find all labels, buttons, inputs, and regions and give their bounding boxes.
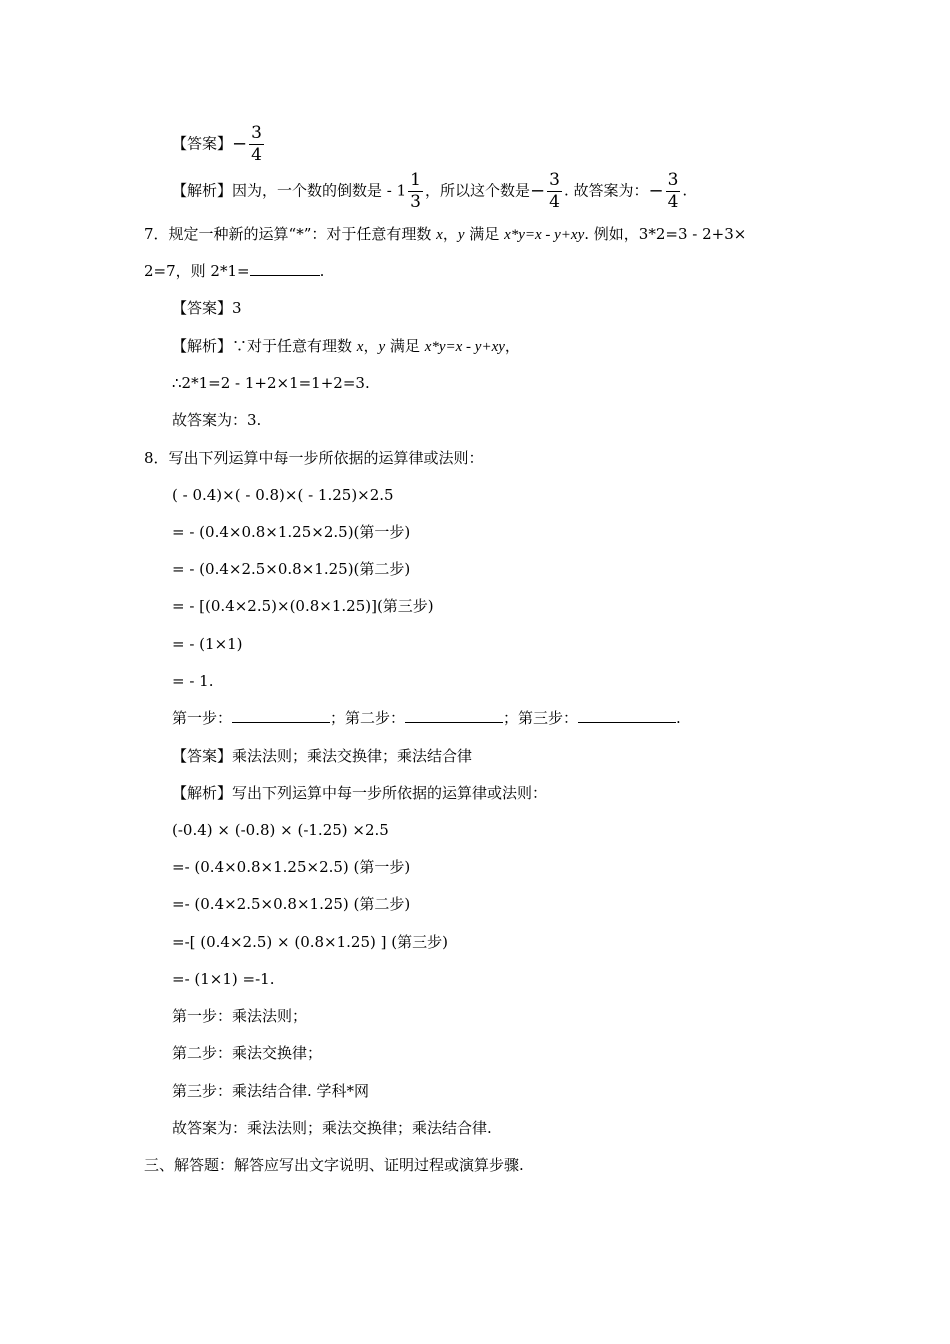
- q8-step: = - [(0.4×2.5)×(0.8×1.25)](第三步): [172, 597, 434, 615]
- minus-sign: −: [232, 133, 248, 155]
- analysis-text: 因为，一个数的倒数是 - 1: [232, 181, 407, 200]
- fraction: [666, 172, 681, 211]
- fraction: [249, 125, 264, 164]
- text: ；第二步：: [330, 709, 406, 727]
- answer-label: 【答案】: [172, 134, 233, 153]
- q8-analysis-step: =- (1×1) =-1.: [172, 970, 275, 988]
- q7-answer: [172, 298, 242, 318]
- text: ∵对于任意有理数: [232, 337, 357, 355]
- var-y: y: [457, 227, 465, 243]
- q8-analysis-step: 第三步：乘法结合律. 学科*网: [172, 1082, 370, 1100]
- analysis-text: ，所以这个数是: [425, 181, 531, 200]
- var-y: y: [378, 339, 386, 355]
- formula: x*y=x - y+xy: [504, 227, 585, 243]
- q8-analysis: [172, 783, 547, 803]
- q8-analysis-step: =-[ (0.4×2.5) × (0.8×1.25) ] (第三步): [172, 933, 448, 951]
- text: ，: [442, 225, 458, 243]
- answer-blank-step1[interactable]: [232, 708, 330, 723]
- denominator: 4: [667, 192, 679, 212]
- q8-step: = - (1×1): [172, 635, 243, 653]
- q8-answer: [172, 746, 472, 766]
- text: 满足: [385, 337, 425, 355]
- q8-step: = - 1.: [172, 672, 214, 690]
- fraction: [547, 172, 562, 211]
- q7-line2: [144, 261, 324, 281]
- text: 2=7，则 2*1=: [144, 262, 250, 280]
- q8-analysis-step: 故答案为：乘法法则；乘法交换律；乘法结合律.: [172, 1119, 492, 1137]
- numerator: 3: [549, 170, 560, 190]
- analysis-label: 【解析】: [172, 784, 233, 802]
- q8-title: 8．写出下列运算中每一步所依据的运算律或法则：: [144, 449, 484, 467]
- var-x: x: [436, 227, 443, 243]
- text: 满足: [464, 225, 505, 243]
- q6-analysis: [172, 172, 687, 211]
- q8-step: ( - 0.4)×( - 0.8)×( - 1.25)×2.5: [172, 486, 394, 504]
- formula: x*y=x - y+xy: [424, 339, 505, 355]
- q7-therefore: ∴2*1=2 - 1+2×1=1+2=3.: [172, 374, 370, 392]
- denominator: 3: [410, 192, 421, 212]
- numerator: 3: [667, 170, 679, 190]
- analysis-label: 【解析】: [172, 181, 233, 200]
- analysis-label: 【解析】: [172, 337, 233, 355]
- text: ；第三步：: [503, 709, 579, 727]
- text: .: [319, 262, 325, 280]
- denominator: 4: [549, 192, 560, 212]
- numerator: 3: [251, 123, 262, 143]
- text: 7．规定一种新的运算“*”：对于任意有理数: [144, 225, 437, 243]
- text: 第一步：: [172, 709, 233, 727]
- text: 写出下列运算中每一步所依据的运算律或法则：: [232, 784, 548, 802]
- answer-value: 乘法法则；乘法交换律；乘法结合律: [232, 747, 473, 765]
- answer-blank-step3[interactable]: [578, 708, 676, 723]
- answer-label: 【答案】: [172, 299, 233, 317]
- var-x: x: [356, 339, 364, 355]
- analysis-text: . 故答案为：: [563, 181, 649, 200]
- q8-fill-blanks: [172, 708, 681, 728]
- q8-step: = - (0.4×2.5×0.8×1.25)(第二步): [172, 560, 411, 578]
- text: . 例如，3*2=3 - 2+3×: [584, 225, 747, 243]
- q7-conclusion: 故答案为：3.: [172, 411, 262, 429]
- text: ，: [504, 337, 520, 355]
- text: .: [676, 709, 681, 727]
- q8-analysis-step: 第二步：乘法交换律；: [172, 1044, 323, 1062]
- numerator: 1: [410, 170, 421, 190]
- q6-answer: [172, 125, 266, 164]
- q8-analysis-step: 第一步：乘法法则；: [172, 1007, 308, 1025]
- period: .: [682, 181, 688, 200]
- q8-analysis-step: =- (0.4×2.5×0.8×1.25) (第二步): [172, 895, 411, 913]
- q7-line1: [144, 224, 746, 245]
- minus-sign: −: [648, 180, 664, 202]
- answer-blank-step2[interactable]: [405, 708, 503, 723]
- minus-sign: −: [530, 180, 546, 202]
- q8-step: = - (0.4×0.8×1.25×2.5)(第一步): [172, 523, 411, 541]
- section-heading: 三、解答题：解答应写出文字说明、证明过程或演算步骤.: [144, 1156, 524, 1174]
- answer-value: 3: [232, 299, 242, 317]
- answer-label: 【答案】: [172, 747, 233, 765]
- text: ，: [363, 337, 379, 355]
- answer-blank[interactable]: [250, 261, 320, 276]
- q8-analysis-step: (-0.4) × (-0.8) × (-1.25) ×2.5: [172, 821, 389, 839]
- denominator: 4: [251, 145, 262, 165]
- q7-analysis: [172, 336, 520, 357]
- q8-analysis-step: =- (0.4×0.8×1.25×2.5) (第一步): [172, 858, 411, 876]
- mixed-fraction: [408, 172, 423, 211]
